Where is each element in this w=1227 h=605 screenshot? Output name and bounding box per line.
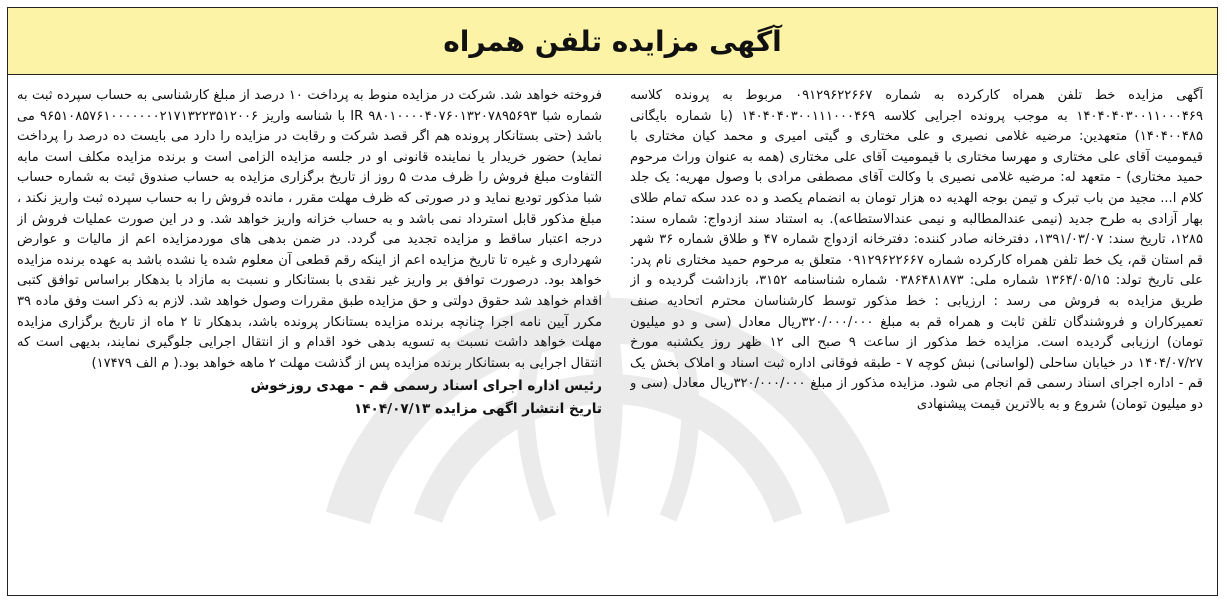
notice-column-left [17, 86, 602, 591]
notice-title: آگهی مزایده تلفن همراه [443, 24, 782, 58]
publication-date: تاریخ انتشار اگهی مزایده ۱۴۰۴/۰۷/۱۳ [353, 401, 602, 418]
notice-frame [7, 7, 1218, 596]
signature-name: رئیس اداره اجرای اسناد رسمی قم - مهدی روزخوش [250, 378, 602, 395]
notice-header [8, 8, 1217, 75]
notice-body [8, 86, 1217, 591]
notice-paragraph-left: فروخته خواهد شد. شرکت در مزایده منوط به پرداخت ۱۰ درصد از مبلغ کارشناسی به حساب سپرده ثبت به شماره شبا IR ۹۸۰۱۰۰۰۰۴۰۷۶۰۱۳۲۰۷۸۹۵۶۹۳ با شناسه واریز ۹۶۵۱۰۸۵۷۶۱۰۰۰۰۰۰۰۲۱۷۱۳۲۲۳۵۱۲۰۰۶ می باشد (حتی بستانکار پرونده هم اگر قصد شرکت و رقابت در مزایده را دارد می بایست ده درصد را پرداخت نماید) حضور خریدار یا نماینده قانونی او در جلسه مزایده الزامی است و برنده مزایده مکلف است مابه التفاوت مبلغ فروش را ظرف مدت ۵ روز از تاریخ برگزاری مزایده به حساب صندوق ثبت به شماره حساب شبا مذکور تودیع نماید و در صورتی که ظرف مهلت مقرر ، مانده فروش را به حساب سپرده ثبت واریز نکند ، مبلغ مذکور قابل استرداد نمی باشد و به حساب خزانه واریز خواهد شد. و در این صورت عملیات فروش از درجه اعتبار ساقط و مزایده تجدید می گردد. در ضمن بدهی های موردمزایده اعم از مالیات و عوارض شهرداری و غیره تا تاریخ مزایده اعم از اینکه رقم قطعی آن معلوم شده یا نشده باشد به عهده برنده مزایده خواهد بود. درصورت توافق بر واریز غیر نقدی با بستانکار و نسبت به مازاد با بدهکار براساس توافق کتبی اقدام خواهد شد حقوق دولتی و حق مزایده طبق مقررات وصول خواهد شد. لازم به ذکر است وفق ماده ۳۹ مکرر آیین نامه اجرا چنانچه برنده مزایده بستانکار پرونده باشد، بدهکار تا ۲ ماه از تاریخ برگزاری مزایده مهلت خواهد داشت نسبت به تسویه بدهی خود اقدام و از انتقال اجرایی جلوگیری نمایند، بدیهی است که انتقال اجرایی به بستانکار برنده مزایده پس از گذشت مهلت ۲ ماهه خواهد بود.( م الف ۱۷۴۷۹) [17, 88, 602, 371]
notice-column-right [630, 86, 1203, 591]
notice-paragraph-right: آگهی مزایده خط تلفن همراه کارکرده به شماره ۰۹۱۲۹۶۲۲۶۶۷ مربوط به پرونده کلاسه ۱۴۰۴۰۴۰۳۰۰۱۱۰۰۰۴۶۹ به موجب پرونده اجرایی کلاسه ۱۴۰۴۰۴۰۳۰۰۱۱۱۰۰۰۴۶۹ (با شماره بایگانی ۱۴۰۴۰۰۴۸۵) متعهدین: مرضیه غلامی نصیری و علی مختاری و گیتی امیری و محمد کیان مختاری با قیمومیت آقای علی مختاری و مهرسا مختاری با قیمومیت آقای علی مختاری (همه به عنوان وراث مرحوم حمید مختاری) - متعهد له: مرضیه غلامی نصیری با وکالت آقای مصطفی مرادی با وصول مهریه: یک جلد کلام ا... مجید من باب تبرک و تیمن بوجه الهدیه ده هزار تومان به انضمام یکصد و ده عدد سکه تمام طلای بهار آزادی به طرح جدید (نیمی عندالمطالبه و نیمی عندالاستطاعه). به استناد سند ازدواج: شماره سند: ۱۲۸۵، تاریخ سند: ۱۳۹۱/۰۳/۰۷، دفترخانه صادر کننده: دفترخانه ازدواج شماره ۴۷ و طلاق شماره ۳۶ شهر قم استان قم، یک خط تلفن همراه کارکرده شماره ۰۹۱۲۹۶۲۲۶۶۷ متعلق به مرحوم حمید مختاری نام پدر: علی تاریخ تولد: ۱۳۶۴/۰۵/۱۵ شماره ملی: ۰۳۸۶۴۸۱۸۷۳ شماره شناسنامه ۳۱۵۲، بازداشت گردیده و از طریق مزایده به فروش می رسد : ارزیابی : خط مذکور توسط کارشناسان محترم اتحادیه صنف تعمیرکاران و فروشندگان تلفن ثابت و همراه قم به مبلغ ۳۲۰/۰۰۰/۰۰۰ریال معادل (سی و دو میلیون تومان) ارزیابی گردیده است. مزایده خط مذکور از ساعت ۹ صبح الی ۱۲ ظهر روز یکشنبه مورخ ۱۴۰۴/۰۷/۲۷ در خیابان ساحلی (لواسانی) نبش کوچه ۷ - طبقه فوقانی اداره ثبت اسناد و املاک بخش یک قم - اداره اجرای اسناد رسمی قم انجام می شود. مزایده مذکور از مبلغ ۳۲۰/۰۰۰/۰۰۰ریال معادل (سی و دو میلیون تومان) شروع و به بالاترین قیمت پیشنهادی [630, 88, 1203, 412]
